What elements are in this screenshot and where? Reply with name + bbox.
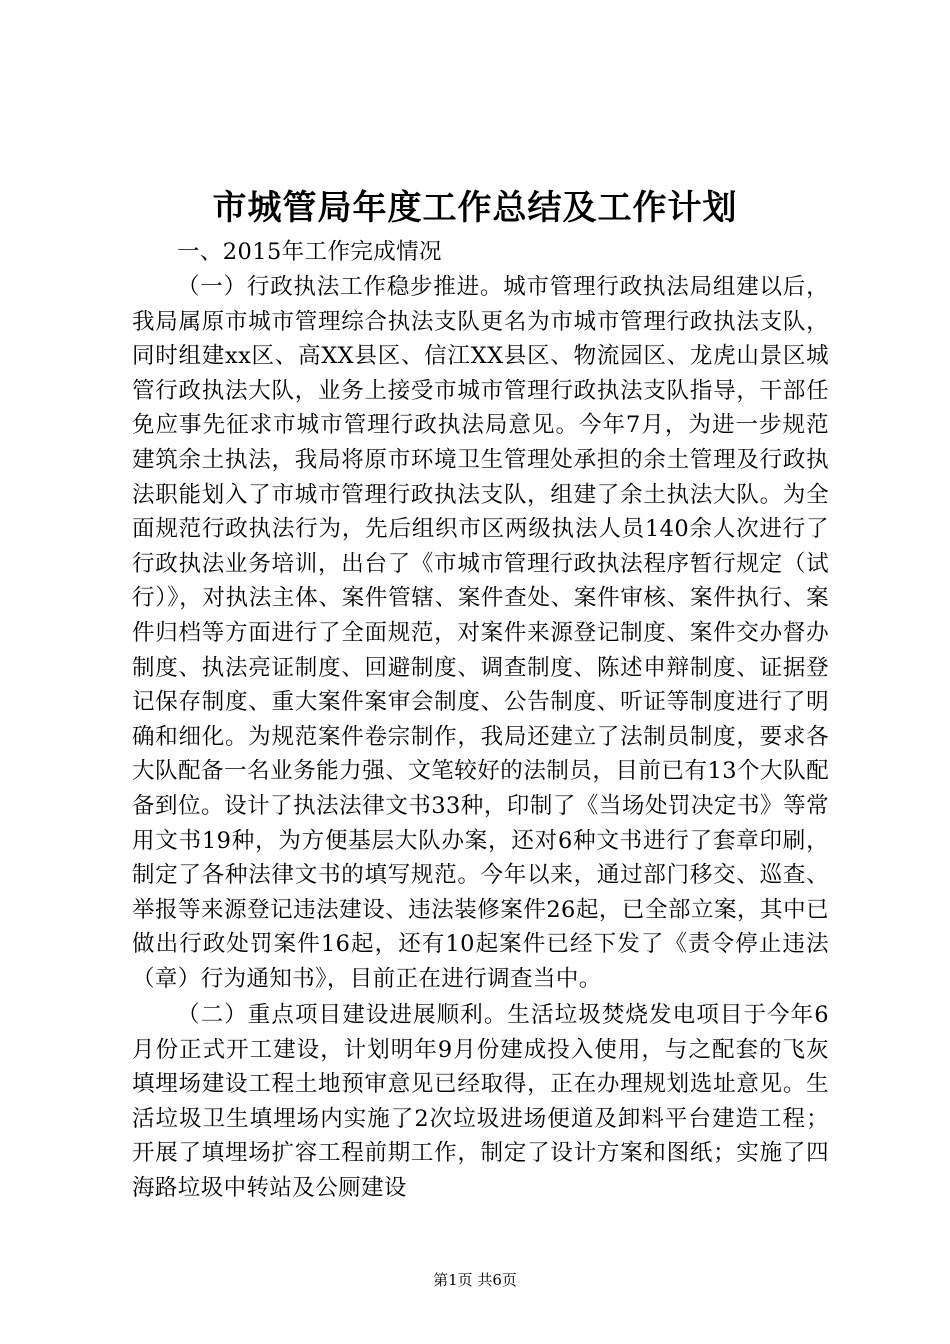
- paragraph-1: （一）行政执法工作稳步推进。城市管理行政执法局组建以后，我局属原市城市管理综合执法支队更名为市城市管理行政执法支队，同时组建xx区、高XX县区、信江XX县区、物流园区、龙虎山景区城管行政执法大队，业务上接受市城市管理行政执法支队指导，干部任免应事先征求市城市管理行政执法局意见。今年7月，为进一步规范建筑余土执法，我局将原市环境卫生管理处承担的余土管理及行政执法职能划入了市城市管理行政执法支队，组建了余土执法大队。为全面规范行政执法行为，先后组织市区两级执法人员140余人次进行了行政执法业务培训，出台了《市城市管理行政执法程序暂行规定（试行）》，对执法主体、案件管辖、案件查处、案件审核、案件执行、案件归档等方面进行了全面规范，对案件来源登记制度、案件交办督办制度、执法亮证制度、回避制度、调查制度、陈述申辩制度、证据登记保存制度、重大案件案审会制度、公告制度、听证等制度进行了明确和细化。为规范案件卷宗制作，我局还建立了法制员制度，要求各大队配备一名业务能力强、文笔较好的法制员，目前已有13个大队配备到位。设计了执法法律文书33种，印制了《当场处罚决定书》等常用文书19种，为方便基层大队办案，还对6种文书进行了套章印刷，制定了各种法律文书的填写规范。今年以来，通过部门移交、巡查、举报等来源登记违法建设、违法装修案件26起，已全部立案，其中已做出行政处罚案件16起，还有10起案件已经下发了《责令停止违法（章）行为通知书》，目前正在进行调查当中。: [132, 274, 829, 992]
- section-heading: 一、2015年工作完成情况: [177, 239, 442, 265]
- paragraph-2: （二）重点项目建设进展顺利。生活垃圾焚烧发电项目于今年6月份正式开工建设，计划明年9月份建成投入使用，与之配套的飞灰填埋场建设工程土地预审意见已经取得，正在办理规划选址意见。生活垃圾卫生填埋场内实施了2次垃圾进场便道及卸料平台建造工程；开展了填埋场扩容工程前期工作，制定了设计方案和图纸；实施了四海路垃圾中转站及公厕建设: [132, 1002, 829, 1201]
- page-footer: 第1页 共6页: [433, 1271, 517, 1289]
- document-title: 市城管局年度工作总结及工作计划: [212, 188, 738, 228]
